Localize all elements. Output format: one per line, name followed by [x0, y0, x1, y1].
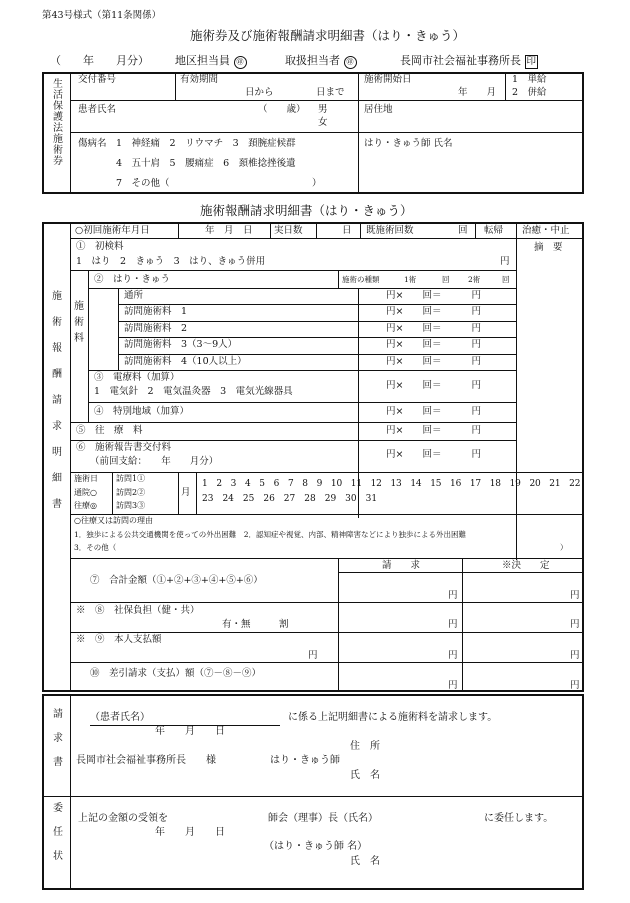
visit-reason-1-2: 1．独歩による公共交通機関を使っての外出困難 2．認知症や視覚、内部、精神障害などにより独歩による外出困難 [74, 530, 467, 539]
fee-row-label: 訪問施術料 3（3～9人） [124, 339, 238, 350]
fee-yen: 円 [471, 356, 481, 367]
residence-label: 居住地 [364, 104, 393, 115]
burden-claim-yen: 円 [448, 619, 458, 630]
past-count-label: 既施術回数 [366, 225, 414, 236]
request-practitioner: はり・きゅう師 [270, 755, 340, 766]
delivery-no-label: 交付番号 [78, 74, 117, 85]
initial-exam-label: ① 初検料 [76, 241, 124, 252]
handling-officer-text: 取扱担当者 [285, 54, 340, 67]
actual-days-label: 実日数 [274, 225, 303, 236]
electro-therapy-calc [386, 380, 481, 392]
office-head-seal-icon: 印 [526, 56, 537, 67]
outcome-cured: 治癒・中止 [522, 225, 570, 236]
visit-home-mark: 往療◎ [74, 501, 97, 510]
self-payment-label: ※ ⑨ 本人支払額 [76, 634, 162, 645]
initial-exam-yen: 円 [500, 256, 510, 267]
fee-row-calc [386, 290, 481, 302]
electro-yen: 円 [471, 380, 481, 391]
report-fee-prev: （前回支給： 年 月分） [90, 456, 219, 467]
fee-calc-text: 円× 回＝ [386, 323, 442, 334]
special-area-calc [386, 406, 481, 418]
travel-fee-calc [386, 425, 481, 437]
delegation-line: 上記の金額の受領を [78, 813, 168, 824]
treatment-kind-1: 1術 [404, 275, 417, 284]
net-claim-label: ⑩ 差引請求（支払）額（⑦－⑧－⑨） [90, 668, 262, 679]
treatment-kind-2-times: 回 [502, 275, 510, 284]
district-officer-label [175, 54, 247, 69]
valid-from: 日から [245, 87, 274, 98]
month-label: 月 [181, 487, 191, 498]
district-officer-seal-icon: ㊞ [234, 56, 247, 69]
handling-officer-seal-icon: ㊞ [344, 56, 357, 69]
request-date: 年 月 日 [155, 726, 225, 737]
fee-row-label: 訪問施術料 4（10人以上） [124, 356, 247, 367]
request-patient-text: （患者氏名） [90, 712, 280, 726]
first-treatment-date-label: ○初回施術年月日 [75, 225, 150, 236]
visit-3-mark: 訪問3③ [116, 501, 146, 510]
visit-1-mark: 訪問1① [116, 474, 146, 483]
valid-to: 日まで [316, 87, 345, 98]
start-date-label: 施術開始日 [364, 74, 412, 85]
disease-options-1: 1 神経痛 2 リウマチ 3 頚腕症候群 [116, 138, 296, 149]
detail-side-label: 施術報酬請求明細書 [49, 290, 61, 524]
delegation-date: 年 月 日 [155, 827, 225, 838]
self-claim-yen: 円 [448, 650, 458, 661]
special-area-label: ④ 特別地域（加算） [94, 406, 190, 417]
burden-decision-yen: 円 [570, 619, 580, 630]
start-date-ym: 年 月 [458, 87, 497, 98]
ticket-side-label: 生活保護法施術券 [50, 78, 62, 166]
remarks-label: 摘 要 [534, 242, 563, 253]
request-statement: に係る上記明細書による施術料を請求します。 [288, 712, 498, 723]
fee-row-calc [386, 339, 481, 351]
fee-row-calc [386, 356, 481, 368]
net-decision-yen: 円 [570, 680, 580, 691]
fee-row-calc [386, 323, 481, 335]
request-patient-label [90, 712, 280, 726]
claim-header: 請 求 [382, 560, 421, 571]
visit-2-mark: 訪問2② [116, 488, 146, 497]
office-head-text: 長岡市社会福祉事務所長 [400, 54, 521, 67]
treatment-kind-2: 2術 [468, 275, 481, 284]
valid-period-label: 有効期間 [180, 74, 219, 85]
disease-options-3: 7 その他（ ） [116, 178, 322, 189]
disease-options-2: 4 五十肩 5 腰痛症 6 頚椎捻挫後遺 [116, 158, 296, 169]
fee-calc-text: 円× 回＝ [386, 356, 442, 367]
billing-month: （ 年 月分） [50, 54, 149, 67]
first-treatment-ymd: 年 月 日 [205, 225, 253, 236]
fee-row-label: 訪問施術料 1 [124, 306, 188, 317]
detail-title: 施術報酬請求明細書（はり・きゅう） [200, 203, 413, 218]
total-decision-yen: 円 [570, 590, 580, 601]
special-yen: 円 [471, 406, 481, 417]
outcome-label: 転帰 [484, 225, 504, 236]
patient-name-label: 患者氏名 [78, 104, 117, 115]
practitioner-name-label: はり・きゅう師 氏名 [364, 138, 453, 149]
electro-therapy-options: 1 電気針 2 電気温灸器 3 電気光線器具 [94, 386, 293, 397]
travel-fee-label: ⑤ 往 療 料 [76, 425, 143, 436]
office-head-label [400, 54, 538, 69]
total-claim-yen: 円 [448, 590, 458, 601]
district-officer-text: 地区担当員 [175, 54, 230, 67]
delegation-name-label: 氏 名 [350, 856, 380, 867]
self-decision-yen: 円 [570, 650, 580, 661]
treatment-kind-1-times: 回 [442, 275, 450, 284]
fee-calc-text: 円× 回＝ [386, 290, 442, 301]
fee-yen: 円 [471, 323, 481, 334]
request-name-label: 氏 名 [350, 770, 380, 781]
report-calc-text: 円× 回＝ [386, 449, 442, 460]
electro-therapy-label: ③ 電療料（加算） [94, 372, 180, 383]
insurance-burden-sub: 有・無 割 [222, 619, 289, 630]
request-addressee: 長岡市社会福祉事務所長 様 [76, 755, 216, 766]
total-amount-label: ⑦ 合計金額（①+②+③+④+⑤+⑥） [90, 575, 263, 586]
delegation-practitioner: （はり・きゅう師 名） [264, 841, 368, 852]
travel-calc-text: 円× 回＝ [386, 425, 442, 436]
report-fee-label: ⑥ 施術報告書交付料 [76, 442, 172, 453]
ticket-frame [42, 72, 584, 194]
request-side-label: 請求書 [50, 708, 62, 780]
fee-yen: 円 [471, 306, 481, 317]
fee-calc-text: 円× 回＝ [386, 306, 442, 317]
disease-label: 傷病名 [78, 138, 107, 149]
past-count-unit: 回 [458, 225, 468, 236]
visit-clinic-mark: 通院○ [74, 488, 97, 497]
sex-male: 男 [318, 104, 328, 115]
fee-calc-text: 円× 回＝ [386, 339, 442, 350]
initial-exam-options: 1 はり 2 きゅう 3 はり、きゅう併用 [76, 256, 266, 267]
report-fee-calc [386, 449, 481, 461]
report-yen: 円 [471, 449, 481, 460]
delegation-statement: に委任します。 [484, 813, 554, 824]
delegation-association: 師会（理事）長（氏名） [268, 813, 378, 824]
form-number: 第43号様式（第11条関係） [42, 10, 162, 21]
fee-side-label: 施術料 [71, 300, 83, 348]
patient-age: （ 歳） [258, 104, 306, 115]
special-calc-text: 円× 回＝ [386, 406, 442, 417]
fee-yen: 円 [471, 339, 481, 350]
visit-reason-3: 3．その他（ [74, 543, 117, 552]
self-payment-yen: 円 [308, 650, 318, 661]
request-address-label: 住 所 [350, 741, 380, 752]
dates-row-2: 23 24 25 26 27 28 29 30 31 [202, 494, 378, 504]
acupuncture-section-label: ② はり・きゅう [94, 274, 171, 285]
fee-yen: 円 [471, 290, 481, 301]
actual-days-unit: 日 [342, 225, 352, 236]
fee-row-label: 訪問施術料 2 [124, 323, 188, 334]
decision-header: ※決 定 [502, 560, 550, 571]
form-title: 施術券及び施術報酬請求明細書（はり・きゅう） [190, 28, 466, 43]
treatment-kind-label: 施術の種類 [342, 275, 380, 284]
visit-reason-heading: ○往療又は訪問の理由 [74, 516, 153, 525]
treatment-day-label: 施術日 [74, 474, 98, 483]
electro-calc-text: 円× 回＝ [386, 380, 442, 391]
visit-reason-close: ） [560, 543, 568, 552]
dates-row-1: 1 2 3 4 5 6 7 8 9 10 11 12 13 14 15 16 17 18 19 20 21 22 [202, 479, 581, 489]
insurance-burden-label: ※ ⑧ 社保負担（健・共） [76, 605, 200, 616]
fee-row-label: 通所 [124, 290, 144, 301]
net-claim-yen: 円 [448, 680, 458, 691]
single-supply-option: 1 単給 [512, 74, 547, 85]
fee-row-calc [386, 306, 481, 318]
handling-officer-label [285, 54, 357, 69]
delegation-side-label: 委任状 [50, 802, 62, 874]
travel-yen: 円 [471, 425, 481, 436]
sex-female: 女 [318, 117, 328, 128]
combined-supply-option: 2 併給 [512, 87, 547, 98]
